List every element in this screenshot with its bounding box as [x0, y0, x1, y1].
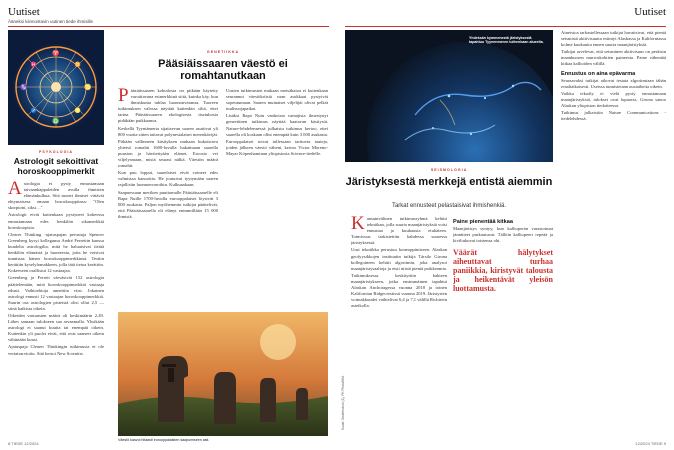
quake-subhead-2: Ennustus on aina epävarma	[561, 70, 636, 77]
quake-body-3: Tutkimuksessa keskityttiin kahteen maanjäristykseen, jotka ensimmäinen tapahtui Alaskan Anchoragessa vuonna 2018 ja toinen Kalifornian Ridgecrestissä vuonna 2019. Järistysten voimakkuudet vaihtelivat 6,4 ja 7,1 välillä Richterin asteikolla.	[351, 272, 447, 309]
earth-globe-icon	[345, 30, 553, 162]
quake-body-7: Seuraavaksi tutkijat aikovat testata algoritmiaan tähän reaaliaikaisesti. Useissa tunnistetaan uusiaiheita oikein.	[561, 77, 666, 89]
easter-body-4: Kun puu loppui, saarelaiset eivät voineet edes valmistaa kanoottia. He joutuivat tyytymään saaren rajallisiin luonnonvaroihin. Kulkuaakaan.	[118, 170, 218, 188]
easter-body-2: Keskellä Tyyntämerta sijaitsevan saaren asuttivat yli 800 vuotta sitten taitavat polynesialaiset merenkävijät.	[118, 125, 218, 137]
footer-right: 12/2024 TIEDE 9	[635, 441, 666, 446]
quake-dropcap: K	[351, 216, 365, 234]
astro-body-5: Oikeiden vastausten määrä oli keskimäärin 2,49. Lähes samaan tulokseen saa arvaamalla. Yksikään astrologi ei saanut kuutta tai enempää oikein. Kuitenkin yli puolet eivät, että ovat saaneet oikein vähintään kuusi.	[8, 312, 104, 343]
header-rule-right	[345, 26, 666, 27]
quake-body-2: Uusi tekniikka perustuu koneoppimiseen. Alaskan geofyysikkojen instituutin tutkija Társilo Girona kollegoineen kehitti algoritmin, joka analysoi maanjäristysaaltoja ja etsii niistä pieniä poikkeamia.	[351, 247, 447, 271]
svg-text:♊: ♊	[74, 63, 82, 68]
earth-image-caption: Yhdeksän kymmenestä järistyksestä tapahtuu Tyynenmeren tulirenkaan alueella.	[469, 36, 544, 44]
easter-body-7: Lisäksi Rapa Nuin vanhoista vainajista ilmestynyt geneettinen tutkimus näyttää kaatavan käsitystä. Nature-lehdelennessä julkaistu tutkimus kertoo, ettei saarella oli koskaan ollut enempää kuin 3 000 asukasta.	[226, 113, 328, 137]
easter-body-5: Saapuessaan meriken puuttomalle Pääsiäissaarelle eli Rapa Nuille 1700-luvulla eurooppalaiset löysivät 3 000 asukasta. Paljon myöhemmin tutkijat päättelivät, että Pääsiäissaarella oli elänyt enimmillään 15 000 ihmistä.	[118, 189, 218, 219]
svg-text:♌: ♌	[74, 109, 82, 114]
svg-text:♎: ♎	[52, 119, 60, 125]
astro-kicker: PSYKOLOGIA	[39, 150, 73, 154]
astro-body	[8, 181, 104, 441]
section-subtitle: Ääneksi kiinnostavin uutinen tiede ihmisille	[8, 19, 94, 24]
section-title-left: Uutiset	[8, 6, 40, 18]
svg-text:♐: ♐	[30, 109, 38, 114]
quake-body-9: Tutkimus julkaistiin Nature Communications -tiedelehdessä.	[561, 110, 666, 122]
pull-quote: Väärät hälytykset aiheuttavat turhaa paniikkia, kiristyvät talousta ja heikentävät yleisön luottamusta.	[453, 248, 553, 294]
easter-body-8: Eurooppalaiset toivat tullessaan tarttuvia tauteja, joiden jälkeen väestö väheni, kertoo Victor Moreno-Mayar Köpenhaminan yliopistosta Science-tiedelle.	[226, 138, 328, 156]
moai-statue-icon	[118, 312, 328, 436]
easter-body-6: Uusien tutkimusten mukaan metsäkatoa ei kuitenkaan seurannut väestökriisiä vaan asukkaat pystyivät sopeutumaan. Saaren muinaiset viljelijät olivat pelkät tuulisuojapaikat.	[226, 88, 328, 112]
header-rule	[8, 26, 329, 27]
astro-body-1: strologia ei pysty ennustamaan taivaankappaleiden avulla ihmisten elämänkulkua. Sitä monet ihmiset vittävät ehtymaisesa omaan horoskooppiinsa: "Olen skorpioni, siksi…"	[8, 181, 104, 211]
section-title-right: Uutiset	[634, 6, 666, 18]
svg-text:♓: ♓	[30, 63, 38, 68]
footer-left: 8 TIEDE 12/2024	[8, 441, 39, 446]
svg-text:♈: ♈	[52, 51, 60, 57]
easter-kicker: GENETIIKKA	[206, 50, 240, 54]
quake-body-6: Tutkijat arvelevat, että seisminen aktiivisuus on peräisin maankuoren murroskohtien paineesta. Paine vähentää kitkaa kallioiden välillä.	[561, 49, 666, 67]
easter-body-3: Pitkään vallinneen käsityksen mukaan kukoistava yhteisö romahti 1600-luvulla hakattuaan saarella puuston ja hävitettyään elämet. Eroosio vei viljelysmaan, mistä seurasi nälkä. Väestön määrä romahti.	[118, 138, 218, 169]
easter-dropcap: P	[118, 88, 129, 106]
quake-col-2	[453, 216, 553, 440]
zodiac-wheel-icon	[8, 30, 104, 145]
astro-body-4: Greenberg ja Ferrett värväsivät 152 astrologia päättelemään, mitä horoskooppimerkkiä vastaaja edusti. Vaihtoehtoja annettiin viisi. Jokainen astrologi ennusti 12 vastaajan horoskooppimerkkiä. Suurin osa astrologien pisteistä olisi ollut 2,5 — siinä kaikista oikein.	[8, 275, 104, 311]
astro-body-6: Ajatuspaja Clearer Thinkingin tutkimusta ei ole vertaisarvioitu. Sitä kertoi New Scientist.	[8, 344, 104, 356]
astro-body-3: Clearer Thinking -ajatuspajan perustaja Spencer Greenberg kysyi kollegansa André Ferrettin kanssa kuudelta astrologilta, mitä he haluaisivat tietää henkilön elämästä ja luonteesta, jotta he voisivat tunnistaa hänen horoskooppimerkkinsä. Testiin kerättiin kyselylomakkeen, jolla tätä tietoa kerättiin. Kokeeseen osallistui 12 vastaajaa.	[8, 231, 104, 274]
easter-body-1: ääsiäissaaren kohtalosta on pitkään käytetty varoittavana esimerkkinä siitä, kuinka käy, kun ihmiskunta tuhlaa luonnonvaransa. Tuoreen tutkimuksen valossa näyttää kuitenkin siltä, ettei tarina Pääsiäissaaren ekologisesta itsetuhosta pidäkään paikkaansa.	[118, 88, 218, 124]
quake-col-1	[351, 216, 447, 440]
easter-caption: Väestö kasvoi hitaasti eurooppalaisten saapumiseen asti.	[118, 438, 210, 442]
easter-col-1	[118, 88, 218, 308]
quake-dek: Tarkat ennusteet pelastaisivat ihmishenkiä.	[391, 203, 507, 209]
easter-col-2	[226, 88, 328, 308]
right-page	[337, 0, 674, 450]
astro-headline: Astrologit sekoittivat horoskooppimerkit	[13, 156, 99, 176]
quake-subhead: Paine pienentää kitkaa	[453, 219, 514, 225]
quake-body-1: ansainvälinen tutkimusryhmä kehitti tekniikan, jolla suuria maanjäristyksiä voisi ennustaa jo kuukausia etukäteen. Toimivuus tarkistettiin kahdessa suuressa järistyksessä.	[351, 216, 447, 246]
astro-dropcap: A	[8, 181, 22, 199]
quake-body-5: Aineistoa tarkastellessaan tutkijat havaitsivat, että pientä seismistä aktiivisuutta esiintyi Alaskassa ja Kaliforniassa kolme kuukautta ennen suuria maanjäristyksiä.	[561, 30, 666, 48]
quake-kicker: SEISMOLOGIA	[430, 168, 468, 172]
astro-body-2: Astrologit eivät kuitenkaan pystyneet kokeessa ennustamaan edes henkilön sikamerkkiä horoskoopista.	[8, 212, 104, 230]
svg-text:♑: ♑	[20, 85, 28, 91]
quake-col-3	[561, 30, 666, 440]
svg-text:♋: ♋	[84, 85, 92, 91]
quake-body-8: Vaikka tekoäly ei vielä pysty ennustamaan maanjäristyksiä, tulokset ovat lupaavia, Girona sanoo Alaskan yliopiston tiedotteessa.	[561, 90, 666, 109]
easter-headline: Pääsiäissaaren väestö ei romahtanutkaan	[158, 58, 288, 82]
quake-body-4: Maanjäristys syntyy, kun kallioperän varastoimat jännitteet purkautuvat. Tällöin kalliopeeri repeää ja kiviliukuvat toistensa ohi.	[453, 226, 553, 244]
photo-credit: Kuvat: Shutterstock (2), PK Photo/MIA	[341, 375, 345, 430]
quake-headline: Järistyksestä merkkejä entistä aiemmin	[345, 176, 553, 188]
